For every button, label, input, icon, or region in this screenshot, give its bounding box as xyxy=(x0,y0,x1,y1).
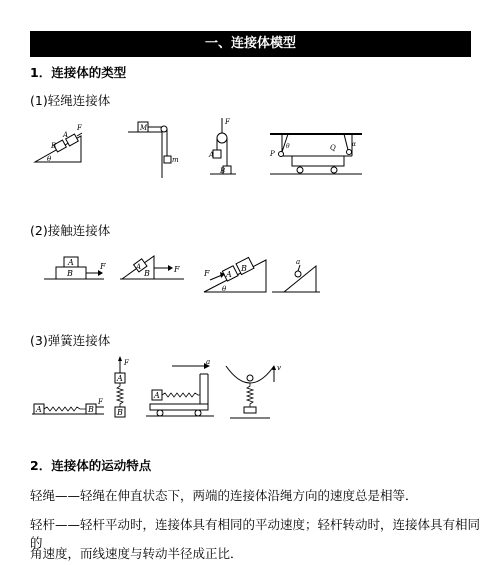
label-A: A xyxy=(68,258,74,267)
label-Q: Q xyxy=(330,144,336,152)
spring-connection-subtitle: (3)弹簧连接体 xyxy=(30,333,111,348)
section-title-bar: 一、连接体模型 xyxy=(30,31,471,57)
table-pulley-figure xyxy=(126,118,181,180)
section2-heading: 2．连接体的运动特点 xyxy=(30,458,152,473)
label-B: B xyxy=(67,269,73,278)
cart-pendulum-figure xyxy=(268,126,364,178)
label-A: A xyxy=(136,263,142,271)
hanging-pulley-figure xyxy=(208,116,238,178)
contact-connection-subtitle: (2)接触连接体 xyxy=(30,223,111,238)
label-A: A xyxy=(36,405,42,414)
ball-in-bowl-spring-figure xyxy=(222,360,282,422)
label-F: F xyxy=(225,118,230,126)
label-B: B xyxy=(144,269,150,278)
rod-motion-paragraph-continued: 角速度，而线速度与转动半径成正比． xyxy=(30,546,243,561)
rope-incline-figure xyxy=(33,122,83,164)
theta-label: θ xyxy=(222,285,227,293)
theta-label: θ xyxy=(286,143,290,150)
spring-cart-figure xyxy=(144,360,216,418)
label-m: m xyxy=(172,156,179,164)
ball-on-wedge-figure xyxy=(270,256,322,296)
label-A: A xyxy=(154,391,160,400)
label-F: F xyxy=(98,398,103,406)
theta-label: θ xyxy=(47,155,52,163)
alpha-label: α xyxy=(352,141,357,148)
label-F: F xyxy=(204,269,210,278)
block-on-wedge-figure xyxy=(118,252,188,282)
label-v: v xyxy=(277,364,281,372)
label-A: A xyxy=(226,270,232,279)
rope-motion-paragraph: 轻绳——轻绳在伸直状态下，两端的连接体沿绳方向的速度总是相等． xyxy=(30,488,418,503)
label-A: A xyxy=(209,151,215,159)
label-B: B xyxy=(88,405,94,414)
label-A: A xyxy=(117,374,123,383)
rope-connection-subtitle: (1)轻绳连接体 xyxy=(30,93,111,108)
label-P: P xyxy=(270,150,275,158)
horizontal-spring-figure xyxy=(32,398,104,420)
label-B: B xyxy=(220,167,226,175)
label-a: a xyxy=(206,358,211,366)
label-B: B xyxy=(241,264,247,273)
label-B: B xyxy=(51,142,57,150)
label-F: F xyxy=(77,124,82,132)
stacked-blocks-figure xyxy=(42,255,106,281)
vertical-spring-figure xyxy=(108,355,136,421)
label-F: F xyxy=(100,262,106,271)
label-B: B xyxy=(117,408,123,417)
label-F: F xyxy=(174,265,180,274)
label-A: A xyxy=(63,131,69,139)
label-a: a xyxy=(296,258,301,266)
label-M: M xyxy=(140,124,148,132)
section1-heading: 1．连接体的类型 xyxy=(30,65,127,80)
label-F: F xyxy=(124,359,129,367)
blocks-up-incline-figure xyxy=(200,246,270,294)
rod-motion-paragraph: 轻杆——轻杆平动时，连接体具有相同的平动速度；轻杆转动时，连接体具有相同的 xyxy=(30,517,481,550)
